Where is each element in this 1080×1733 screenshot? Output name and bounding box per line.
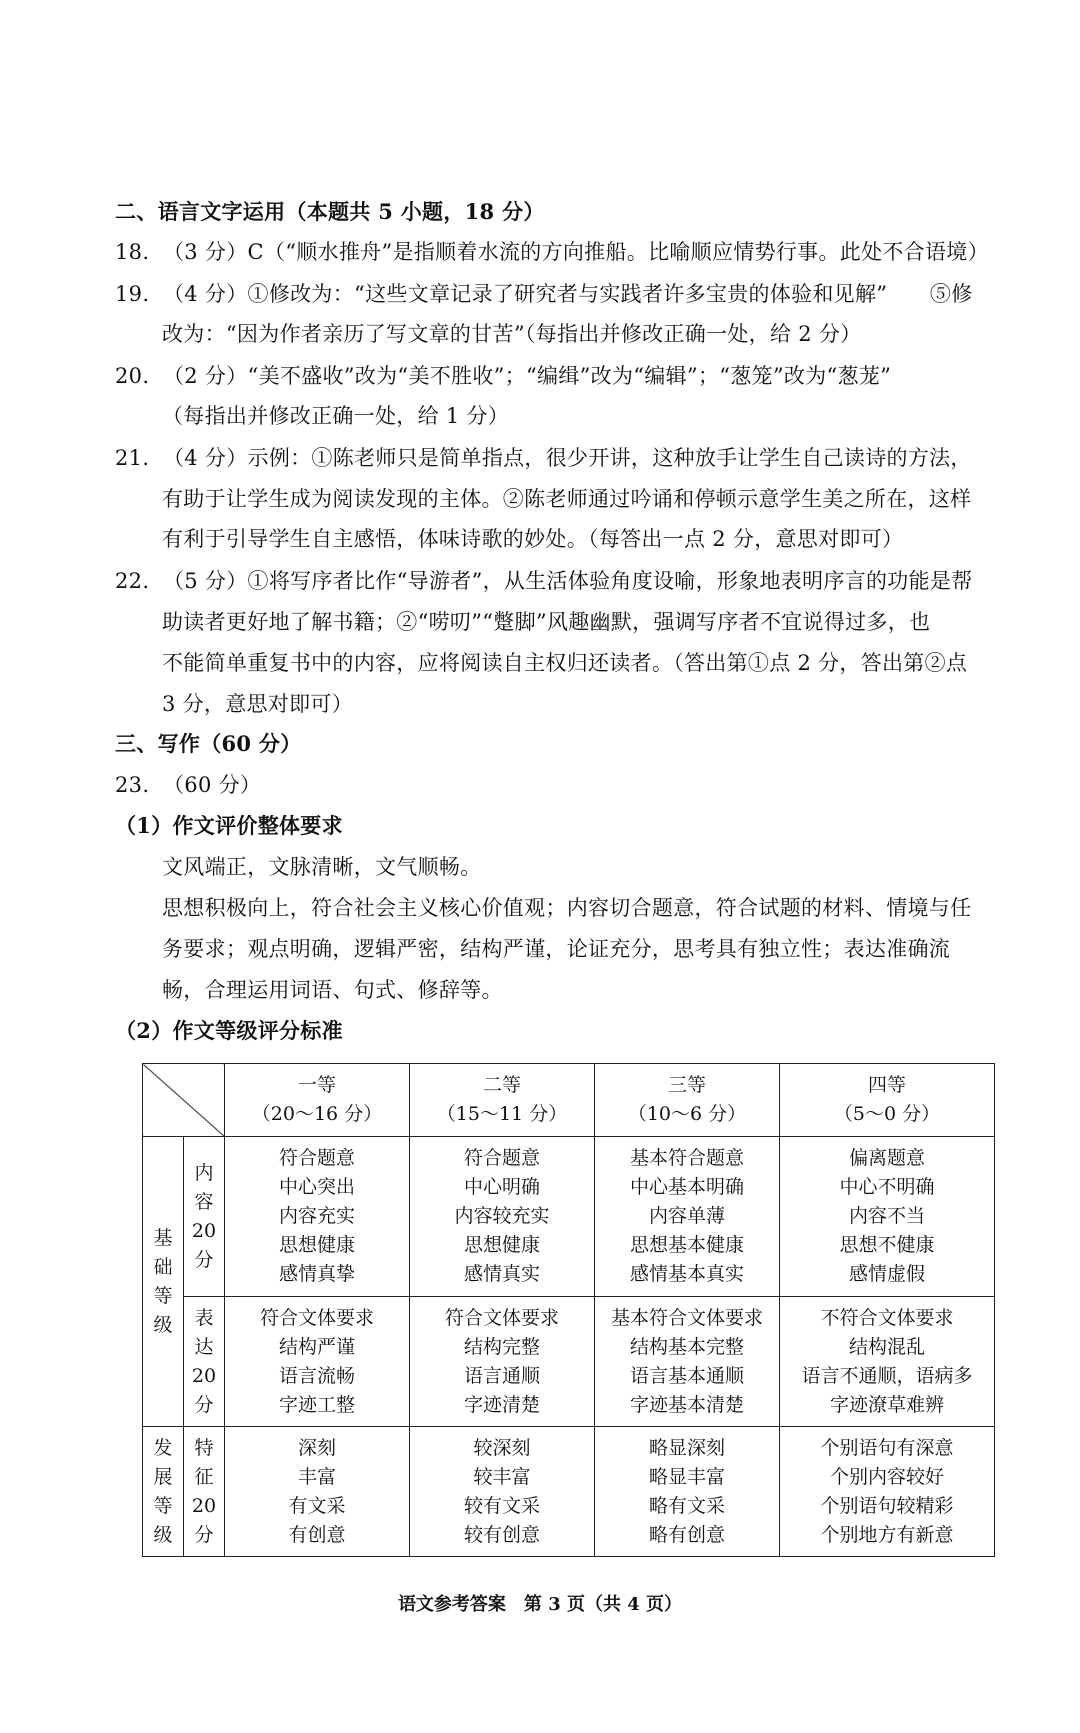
question-number: 22.: [115, 569, 150, 593]
grade-header: 一等 （20～16 分）: [225, 1064, 410, 1137]
grading-table: [142, 1063, 995, 1557]
question-number: 20.: [115, 364, 150, 388]
subheading-overall-requirements: （1）作文评价整体要求: [115, 813, 343, 838]
basic-level-label: 基 础 等 级: [143, 1137, 184, 1427]
answer-text: （2 分）“美不盛收”改为“美不胜收”；“编缉”改为“编辑”；“葱笼”改为“葱茏”: [163, 364, 892, 388]
answer-19-cont: 改为：“因为作者亲历了写文章的甘苦”（每指出并修改正确一处，给 2 分）: [162, 322, 862, 346]
feature-cell: 略显深刻 略显丰富 略有文采 略有创意: [595, 1427, 780, 1557]
answer-20-cont: （每指出并修改正确一处，给 1 分）: [162, 404, 510, 428]
answer-21: [115, 443, 972, 473]
subheading-grading-standard: （2）作文等级评分标准: [115, 1018, 343, 1043]
section-heading-language: 二、语言文字运用（本题共 5 小题，18 分）: [115, 199, 545, 224]
answer-text: （4 分）①修改为：“这些文章记录了研究者与实践者许多宝贵的体验和见解” ⑤修: [163, 282, 973, 306]
answer-text: （3 分）C（“顺水推舟”是指顺着水流的方向推船。比喻顺应情势行事。此处不合语境）: [163, 240, 989, 264]
expression-cell: 符合文体要求 结构严谨 语言流畅 字迹工整: [225, 1297, 410, 1427]
content-cell: 符合题意 中心明确 内容较充实 思想健康 感情真实: [410, 1137, 595, 1297]
expression-row: [143, 1297, 995, 1427]
answer-20: [115, 361, 891, 391]
feature-cell: 深刻 丰富 有文采 有创意: [225, 1427, 410, 1557]
content-cell: 偏离题意 中心不明确 内容不当 思想不健康 感情虚假: [780, 1137, 995, 1297]
feature-label: 特 征 20 分: [184, 1427, 225, 1557]
answer-18: [115, 237, 989, 267]
question-number: 21.: [115, 446, 150, 470]
grade-header: 二等 （15～11 分）: [410, 1064, 595, 1137]
answer-22: [115, 566, 973, 596]
answer-22-cont1: 助读者更好地了解书籍；②“唠叨”“蹩脚”风趣幽默，强调写序者不宜说得过多，也: [162, 610, 931, 634]
development-level-label: 发 展 等 级: [143, 1427, 184, 1557]
expression-cell: 不符合文体要求 结构混乱 语言不通顺，语病多 字迹潦草难辨: [780, 1297, 995, 1427]
feature-row: [143, 1427, 995, 1557]
grade-header: 四等 （5～0 分）: [780, 1064, 995, 1137]
feature-cell: 较深刻 较丰富 较有文采 较有创意: [410, 1427, 595, 1557]
question-number: 23.: [115, 773, 150, 797]
answer-21-cont2: 有利于引导学生自主感悟，体味诗歌的妙处。（每答出一点 2 分，意思对即可）: [162, 527, 904, 551]
content-cell: 符合题意 中心突出 内容充实 思想健康 感情真挚: [225, 1137, 410, 1297]
content-row: [143, 1137, 995, 1297]
requirement-line: 思想积极向上，符合社会主义核心价值观；内容切合题意，符合试题的材料、情境与任: [162, 896, 972, 920]
content-label: 内 容 20 分: [184, 1137, 225, 1297]
page-footer: 语文参考答案 第 3 页（共 4 页）: [397, 1594, 683, 1615]
expression-cell: 符合文体要求 结构完整 语言通顺 字迹清楚: [410, 1297, 595, 1427]
answer-text: （60 分）: [163, 773, 262, 797]
corner-cell: [143, 1064, 225, 1137]
question-number: 18.: [115, 240, 150, 264]
requirement-line: 务要求；观点明确，逻辑严密，结构严谨，论证充分，思考具有独立性；表达准确流: [162, 937, 951, 961]
section-heading-writing: 三、写作（60 分）: [115, 731, 302, 756]
feature-cell: 个别语句有深意 个别内容较好 个别语句较精彩 个别地方有新意: [780, 1427, 995, 1557]
expression-label: 表 达 20 分: [184, 1297, 225, 1427]
grade-header-row: [143, 1064, 995, 1137]
answer-19: [115, 279, 973, 309]
question-number: 19.: [115, 282, 150, 306]
expression-cell: 基本符合文体要求 结构基本完整 语言基本通顺 字迹基本清楚: [595, 1297, 780, 1427]
answer-22-cont2: 不能简单重复书中的内容，应将阅读自主权归还读者。（答出第①点 2 分，答出第②点: [162, 651, 968, 675]
requirement-line: 畅，合理运用词语、句式、修辞等。: [162, 978, 503, 1002]
requirement-line: 文风端正，文脉清晰，文气顺畅。: [162, 855, 482, 879]
content-cell: 基本符合题意 中心基本明确 内容单薄 思想基本健康 感情基本真实: [595, 1137, 780, 1297]
answer-23: [115, 770, 261, 800]
answer-21-cont1: 有助于让学生成为阅读发现的主体。②陈老师通过吟诵和停顿示意学生美之所在，这样: [162, 487, 972, 511]
grade-header: 三等 （10～6 分）: [595, 1064, 780, 1137]
answer-22-cont3: 3 分，意思对即可）: [162, 692, 354, 716]
answer-text: （5 分）①将写序者比作“导游者”，从生活体验角度设喻，形象地表明序言的功能是帮: [163, 569, 973, 593]
answer-text: （4 分）示例：①陈老师只是简单指点，很少开讲，这种放手让学生自己读诗的方法，: [163, 446, 972, 470]
